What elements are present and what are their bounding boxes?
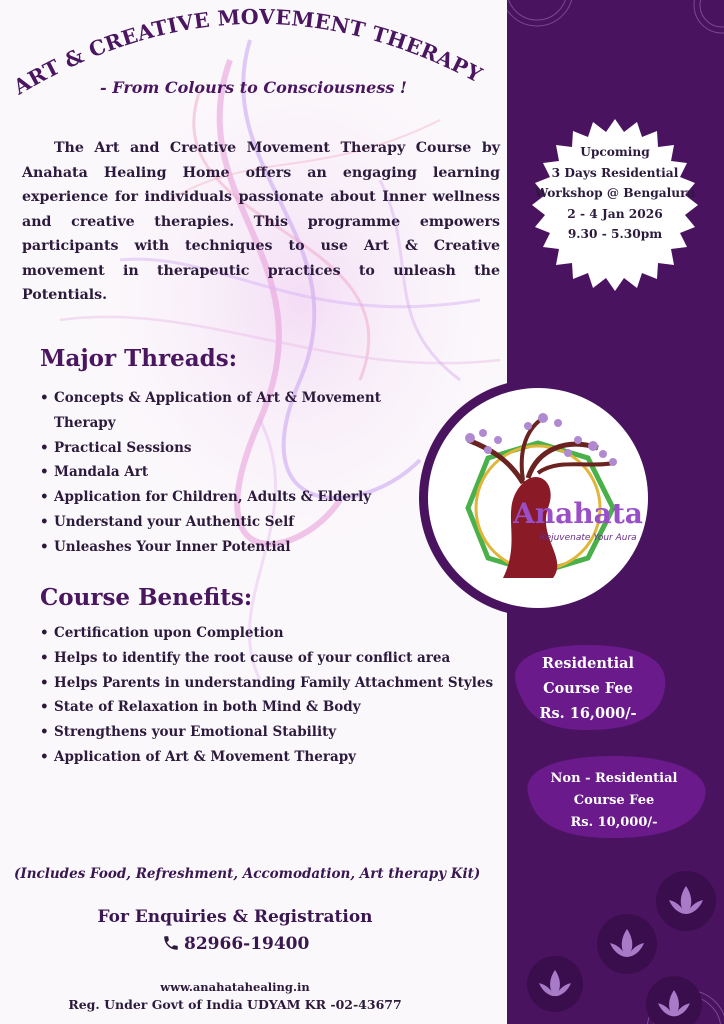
page-subtitle: - From Colours to Consciousness ! — [100, 78, 407, 97]
badge-date: 2 - 4 Jan 2026 — [567, 206, 663, 221]
fee-amount: Rs. 10,000/- — [570, 815, 658, 830]
list-item-text: Mandala Art — [54, 464, 149, 481]
list-item: • Strengthens your Emotional Stability — [40, 720, 493, 745]
badge-line: 3 Days Residential — [551, 165, 679, 180]
list-item — [40, 436, 381, 461]
list-item — [40, 460, 381, 485]
list-item — [40, 485, 381, 510]
list-item-text: Practical Sessions — [54, 439, 192, 456]
lotus-icon — [526, 955, 584, 1013]
list-item — [40, 535, 381, 560]
list-item — [40, 386, 381, 436]
lotus-icon — [645, 975, 703, 1024]
list-item-text: Understand your Authentic Self — [54, 513, 295, 530]
lotus-icon — [655, 870, 717, 932]
list-item: • Application of Art & Movement Therapy — [40, 745, 493, 770]
list-item — [40, 510, 381, 535]
registration-note: Reg. Under Govt of India UDYAM KR -02-43677 — [68, 997, 402, 1012]
fee-line: Course Fee — [573, 793, 655, 808]
list-item: • Helps to identify the root cause of your conflict area — [40, 646, 493, 671]
lotus-icon — [596, 913, 658, 975]
phone-number[interactable] — [162, 934, 309, 954]
workshop-badge-text — [527, 142, 703, 245]
anahata-logo — [428, 388, 648, 608]
list-item-text: Application for Children, Adults & Elderly — [54, 489, 372, 506]
list-item-text: Concepts & Application of Art & Movement — [54, 390, 381, 406]
logo-name: Anahata — [513, 497, 643, 530]
logo-tagline: Rejuvenate Your Aura — [539, 533, 637, 543]
intro-paragraph: The Art and Creative Movement Therapy Course by Anahata Healing Home offers an engaging learning experience for individuals passionate about Inner wellness and creative therapies. This programme empowers participants with techniques to use Art & Creative movement in therapeutic practices to unleash the Potentials. — [22, 140, 500, 303]
course-benefits-list — [40, 621, 493, 770]
residential-fee-text — [507, 651, 669, 726]
fee-line: Non - Residential — [550, 771, 678, 786]
enquiries-heading: For Enquiries & Registration — [97, 907, 373, 927]
list-item: • Certification upon Completion — [40, 621, 493, 646]
badge-line: Workshop @ Bengaluru — [534, 186, 696, 200]
fee-line: Course Fee — [543, 680, 633, 697]
list-item: • Helps Parents in understanding Family Attachment Styles — [40, 671, 493, 696]
course-benefits-heading: Course Benefits: — [40, 584, 253, 611]
major-threads-list — [40, 386, 381, 560]
badge-line: Upcoming — [580, 145, 650, 159]
list-item: • State of Relaxation in both Mind & Body — [40, 695, 493, 720]
fee-line: Residential — [542, 655, 634, 672]
major-threads-heading: Major Threads: — [40, 345, 238, 372]
tree-logo-icon — [428, 388, 648, 608]
fee-amount: Rs. 16,000/- — [539, 705, 637, 722]
list-item-text-continued: Therapy — [54, 414, 116, 431]
page-title-text: ART & CREATIVE MOVEMENT THERAPY — [9, 4, 486, 100]
non-residential-fee-text — [517, 768, 711, 834]
badge-time: 9.30 - 5.30pm — [567, 227, 663, 241]
website-link[interactable]: www.anahatahealing.in — [160, 980, 310, 994]
phone-number-text: 82966-19400 — [184, 934, 310, 954]
includes-note: (Includes Food, Refreshment, Accomodation, Art therapy Kit) — [14, 866, 481, 882]
list-item-text: Unleashes Your Inner Potential — [54, 538, 291, 555]
phone-icon — [162, 934, 180, 952]
